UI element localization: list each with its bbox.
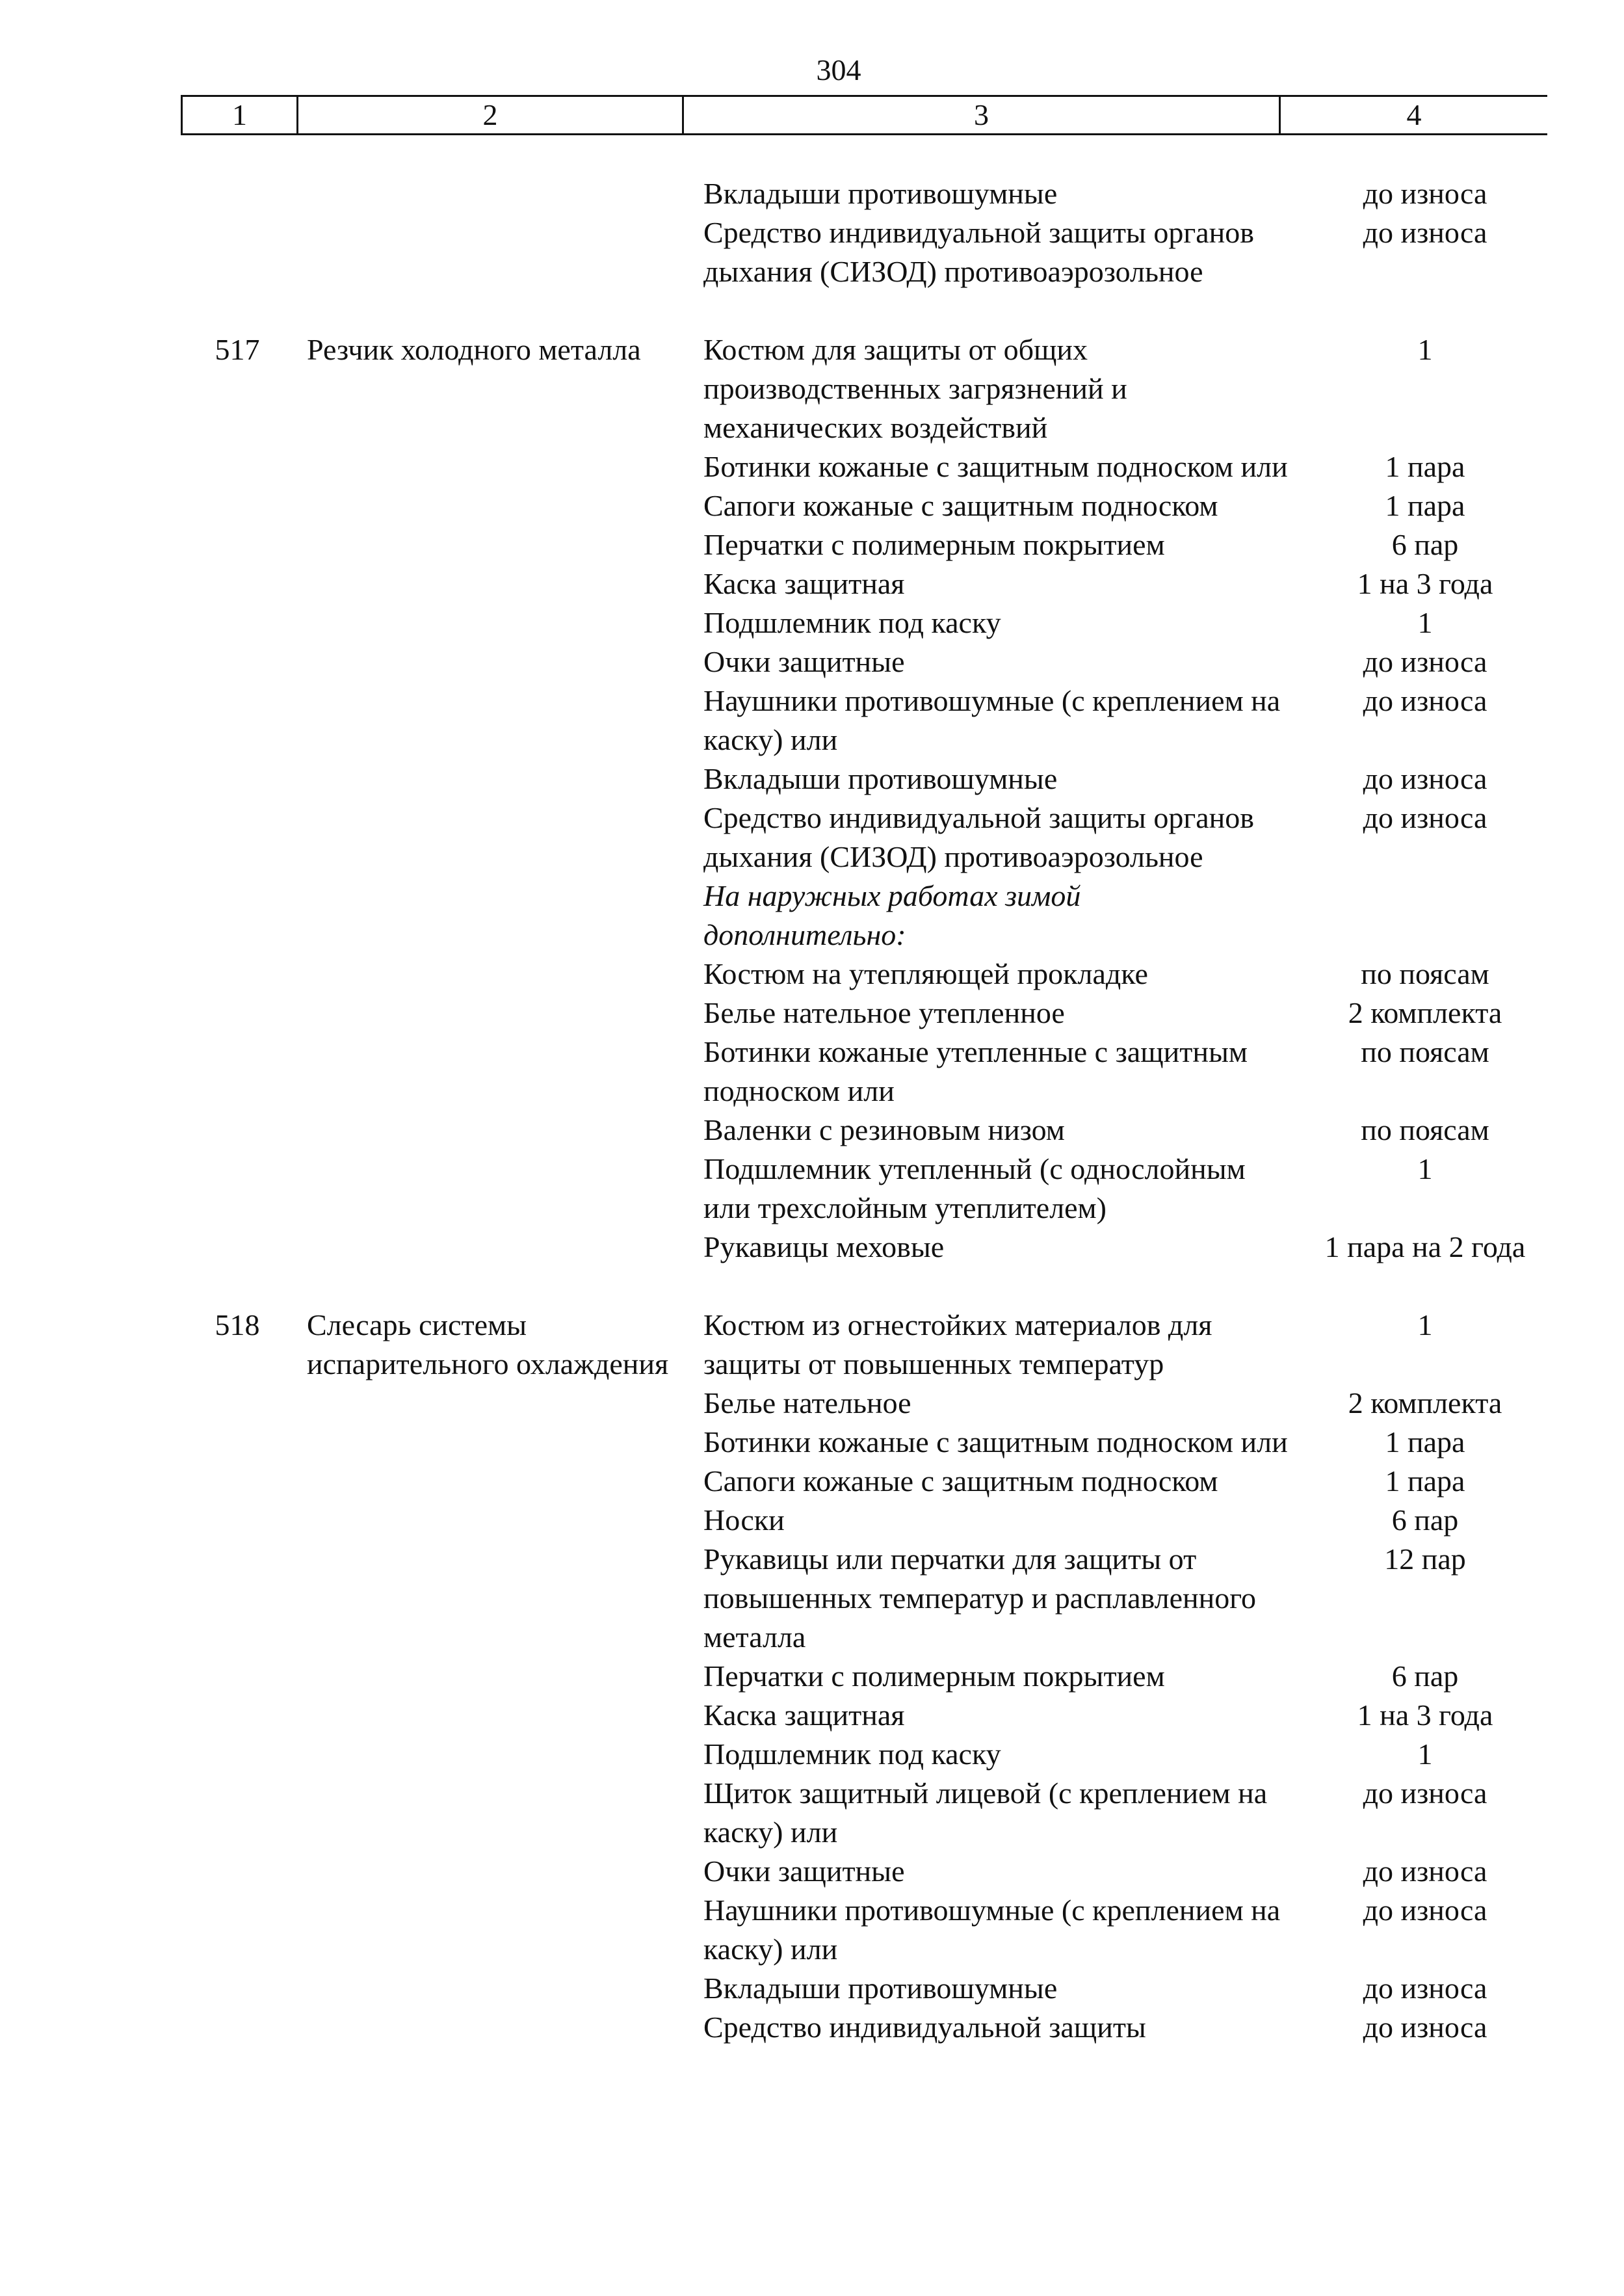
page-number: 304 (816, 53, 861, 86)
ppe-item-norm: до износа (1363, 2011, 1487, 2044)
ppe-item-norm: по поясам (1361, 1035, 1489, 1068)
ppe-item-name: Щиток защитный лицевой (с креплением на каску) или (703, 1776, 1268, 1849)
ppe-item-name: Костюм для защиты от общих производственных загрязнений и механических воздействий (703, 333, 1127, 444)
ppe-item (703, 1306, 1588, 1384)
ppe-item-name: Подшлемник под каску (703, 1737, 1001, 1771)
ppe-item-name: Костюм из огнестойких материалов для защиты от повышенных температур (703, 1308, 1212, 1380)
ppe-item-norm: до износа (1363, 684, 1487, 717)
ppe-item (703, 2008, 1588, 2047)
ppe-item-name: Ботинки кожаные утепленные с защитным подноском или (703, 1035, 1248, 1107)
row-number: 517 (215, 333, 260, 366)
ppe-item-norm: 1 пара (1385, 1464, 1465, 1498)
ppe-item (703, 1735, 1588, 1774)
ppe-item-norm: до износа (1363, 216, 1487, 249)
ppe-item-name: Очки защитные (703, 1854, 905, 1888)
ppe-item-norm: 1 пара (1385, 1425, 1465, 1458)
ppe-item (703, 603, 1588, 642)
ppe-item-name: Средство индивидуальной защиты (703, 2011, 1146, 2044)
ppe-item-name: Носки (703, 1503, 785, 1537)
ppe-item-norm: 1 (1417, 1737, 1433, 1771)
ppe-item (703, 1969, 1588, 2008)
column-header-2: 2 (298, 96, 683, 135)
column-header-3: 3 (683, 96, 1280, 135)
ppe-item-norm: до износа (1363, 1776, 1487, 1810)
ppe-item-name: Перчатки с полимерным покрытием (703, 1659, 1165, 1693)
ppe-item-name: Ботинки кожаные с защитным подноском или (703, 450, 1288, 483)
ppe-item (703, 213, 1588, 291)
ppe-item-name: Каска защитная (703, 1698, 905, 1732)
ppe-item-norm: 1 пара на 2 года (1324, 1230, 1526, 1263)
ppe-item (703, 994, 1588, 1033)
ppe-item (703, 1423, 1588, 1462)
ppe-item-norm: до износа (1363, 177, 1487, 210)
ppe-item-name: Вкладыши противошумные (703, 177, 1058, 210)
row-number: 518 (215, 1308, 260, 1341)
ppe-item-norm: до износа (1363, 762, 1487, 795)
ppe-item-norm: до износа (1363, 1854, 1487, 1888)
ppe-item (703, 681, 1588, 759)
table-row (0, 1306, 1624, 2047)
ppe-item (703, 642, 1588, 681)
ppe-item-norm: 1 (1417, 1308, 1433, 1341)
ppe-item-name: Средство индивидуальной защиты органов дыхания (СИЗОД) противоаэрозольное (703, 216, 1254, 288)
ppe-item-name: Ботинки кожаные с защитным подноском или (703, 1425, 1288, 1458)
ppe-item-name: Валенки с резиновым низом (703, 1113, 1065, 1146)
ppe-item-norm: 1 на 3 года (1357, 1698, 1493, 1732)
ppe-item-name: Вкладыши противошумные (703, 762, 1058, 795)
ppe-item-norm: 1 пара (1385, 450, 1465, 483)
ppe-item (703, 1891, 1588, 1969)
ppe-item (703, 1852, 1588, 1891)
column-header-1: 1 (182, 96, 298, 135)
ppe-item (703, 330, 1588, 447)
ppe-item (703, 486, 1588, 525)
ppe-item-name: Белье нательное утепленное (703, 996, 1065, 1029)
ppe-item-name: Средство индивидуальной защиты органов дыхания (СИЗОД) противоаэрозольное (703, 801, 1254, 873)
ppe-item (703, 1150, 1588, 1228)
ppe-item-norm: 6 пар (1391, 1659, 1459, 1693)
ppe-item-norm: 1 (1417, 333, 1433, 366)
ppe-item-norm: 6 пар (1391, 1503, 1459, 1537)
profession-name: Резчик холодного металла (307, 333, 641, 366)
ppe-item-name: Костюм на утепляющей прокладке (703, 957, 1148, 990)
ppe-item-norm: 12 пар (1384, 1542, 1466, 1576)
ppe-item-norm: 2 комплекта (1348, 1386, 1502, 1419)
ppe-item (703, 1111, 1588, 1150)
norms-table-body (0, 174, 1624, 2086)
profession-name: Слесарь системы испарительного охлаждения (307, 1308, 669, 1380)
ppe-item (703, 877, 1588, 955)
ppe-item (703, 1696, 1588, 1735)
ppe-item (703, 1033, 1588, 1111)
ppe-item (703, 564, 1588, 603)
ppe-item (703, 1774, 1588, 1852)
ppe-item-name: Сапоги кожаные с защитным подноском (703, 489, 1218, 522)
ppe-item (703, 1501, 1588, 1540)
ppe-item-name: Очки защитные (703, 645, 905, 678)
ppe-item-name: Сапоги кожаные с защитным подноском (703, 1464, 1218, 1498)
ppe-item-name: Наушники противошумные (с креплением на каску) или (703, 1894, 1281, 1966)
ppe-item-name: Рукавицы или перчатки для защиты от повышенных температур и расплавленного металла (703, 1542, 1256, 1654)
ppe-item (703, 798, 1588, 877)
column-header-4: 4 (1280, 96, 1548, 135)
ppe-item-name: Вкладыши противошумные (703, 1972, 1058, 2005)
section-note: На наружных работах зимой дополнительно: (703, 879, 1081, 951)
ppe-item-name: Наушники противошумные (с креплением на каску) или (703, 684, 1281, 756)
ppe-item-name: Подшлемник под каску (703, 606, 1001, 639)
table-row (0, 174, 1624, 291)
ppe-item-norm: 1 (1417, 606, 1433, 639)
ppe-item-norm: 1 (1417, 1152, 1433, 1185)
ppe-item (703, 1657, 1588, 1696)
ppe-item (703, 1540, 1588, 1657)
table-row (0, 330, 1624, 1267)
ppe-item (703, 174, 1588, 213)
ppe-item-norm: до износа (1363, 1894, 1487, 1927)
ppe-item (703, 1384, 1588, 1423)
ppe-item (703, 525, 1588, 564)
ppe-item-norm: 1 на 3 года (1357, 567, 1493, 600)
ppe-item (703, 1228, 1588, 1267)
ppe-item-norm: 6 пар (1391, 528, 1459, 561)
ppe-item-norm: по поясам (1361, 957, 1489, 990)
ppe-item-norm: до износа (1363, 1972, 1487, 2005)
ppe-item-norm: 1 пара (1385, 489, 1465, 522)
ppe-item-name: Рукавицы меховые (703, 1230, 945, 1263)
ppe-item-norm: 2 комплекта (1348, 996, 1502, 1029)
ppe-item (703, 759, 1588, 798)
ppe-item-norm: до износа (1363, 645, 1487, 678)
ppe-item-name: Подшлемник утепленный (с однослойным или трехслойным утеплителем) (703, 1152, 1246, 1224)
ppe-item-norm: до износа (1363, 801, 1487, 834)
ppe-item-name: Белье нательное (703, 1386, 911, 1419)
ppe-item (703, 955, 1588, 994)
ppe-item (703, 1462, 1588, 1501)
column-header-table (181, 95, 1547, 135)
ppe-item-norm: по поясам (1361, 1113, 1489, 1146)
ppe-item-name: Каска защитная (703, 567, 905, 600)
ppe-item-name: Перчатки с полимерным покрытием (703, 528, 1165, 561)
ppe-item (703, 447, 1588, 486)
